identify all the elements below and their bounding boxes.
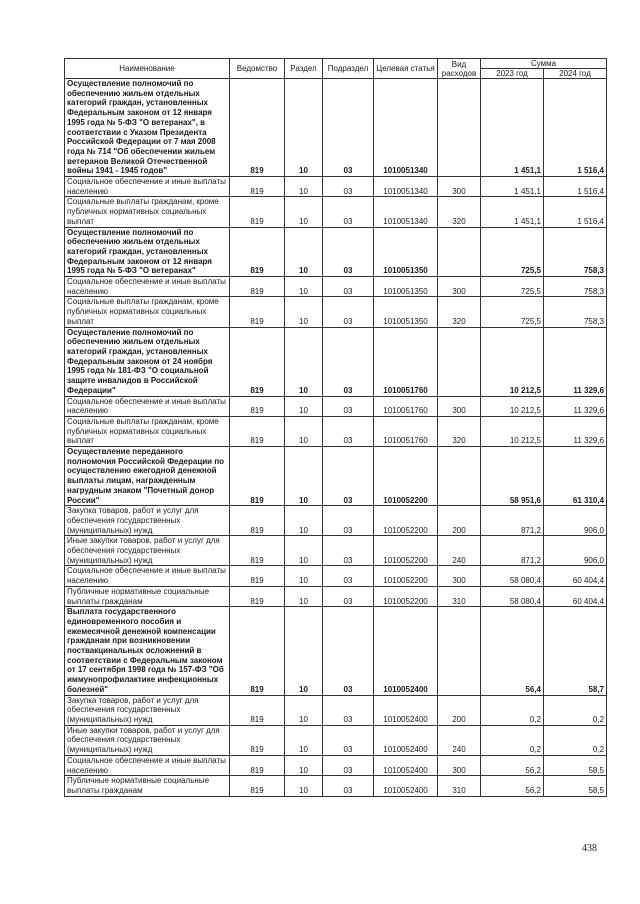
- row-sum-2023: 725,5: [481, 297, 544, 327]
- row-celevaya-statya: 1010052400: [374, 695, 438, 725]
- row-name: Социальное обеспечение и иные выплаты населению: [65, 396, 230, 416]
- table-row: [65, 197, 607, 227]
- row-vedomstvo: 819: [230, 277, 285, 297]
- table-row: [65, 79, 607, 177]
- row-sum-2023: 56,2: [481, 776, 544, 796]
- row-vid-raskhodov: 300: [438, 755, 481, 775]
- row-podrazdel: 03: [323, 566, 374, 586]
- row-razdel: 10: [285, 177, 323, 197]
- table-row: [65, 695, 607, 725]
- row-vid-raskhodov: 310: [438, 586, 481, 606]
- row-podrazdel: 03: [323, 79, 374, 177]
- row-celevaya-statya: 1010051340: [374, 79, 438, 177]
- row-name: Социальное обеспечение и иные выплаты населению: [65, 277, 230, 297]
- row-sum-2024: 58,5: [544, 776, 607, 796]
- row-name: Социальные выплаты гражданам, кроме публичных нормативных социальных выплат: [65, 416, 230, 446]
- row-razdel: 10: [285, 755, 323, 775]
- row-podrazdel: 03: [323, 695, 374, 725]
- row-vedomstvo: 819: [230, 197, 285, 227]
- row-vid-raskhodov: 320: [438, 416, 481, 446]
- header-summa: Сумма: [481, 59, 607, 69]
- row-vedomstvo: 819: [230, 447, 285, 506]
- row-celevaya-statya: 1010051340: [374, 177, 438, 197]
- row-podrazdel: 03: [323, 586, 374, 606]
- row-razdel: 10: [285, 776, 323, 796]
- row-podrazdel: 03: [323, 396, 374, 416]
- row-celevaya-statya: 1010052400: [374, 725, 438, 755]
- header-razdel: Раздел: [285, 59, 323, 79]
- row-podrazdel: 03: [323, 536, 374, 566]
- row-sum-2023: 1 451,1: [481, 197, 544, 227]
- table-row: [65, 607, 607, 695]
- row-vid-raskhodov: [438, 227, 481, 277]
- row-sum-2024: 61 310,4: [544, 447, 607, 506]
- row-sum-2024: 11 329,6: [544, 327, 607, 396]
- row-celevaya-statya: 1010051350: [374, 277, 438, 297]
- row-vedomstvo: 819: [230, 725, 285, 755]
- row-razdel: 10: [285, 227, 323, 277]
- budget-table: [64, 58, 607, 797]
- row-celevaya-statya: 1010051760: [374, 327, 438, 396]
- row-podrazdel: 03: [323, 227, 374, 277]
- row-razdel: 10: [285, 396, 323, 416]
- row-sum-2024: 11 329,6: [544, 396, 607, 416]
- row-name: Социальное обеспечение и иные выплаты населению: [65, 566, 230, 586]
- row-razdel: 10: [285, 277, 323, 297]
- row-name: Закупка товаров, работ и услуг для обеспечения государственных (муниципальных) нужд: [65, 695, 230, 725]
- table-row: [65, 586, 607, 606]
- row-sum-2023: 725,5: [481, 277, 544, 297]
- row-sum-2023: 871,2: [481, 536, 544, 566]
- row-podrazdel: 03: [323, 197, 374, 227]
- table-row: [65, 536, 607, 566]
- table-row: [65, 277, 607, 297]
- row-razdel: 10: [285, 297, 323, 327]
- row-sum-2023: 0,2: [481, 725, 544, 755]
- row-vid-raskhodov: 320: [438, 297, 481, 327]
- row-sum-2024: 60 404,4: [544, 586, 607, 606]
- row-razdel: 10: [285, 725, 323, 755]
- row-vid-raskhodov: 320: [438, 197, 481, 227]
- table-row: [65, 396, 607, 416]
- header-celevaya-statya: Целевая статья: [374, 59, 438, 79]
- row-sum-2024: 1 516,4: [544, 177, 607, 197]
- row-sum-2024: 58,5: [544, 755, 607, 775]
- row-razdel: 10: [285, 536, 323, 566]
- row-celevaya-statya: 1010052400: [374, 776, 438, 796]
- row-sum-2023: 56,4: [481, 607, 544, 695]
- row-celevaya-statya: 1010051350: [374, 297, 438, 327]
- row-sum-2024: 1 516,4: [544, 79, 607, 177]
- row-vedomstvo: 819: [230, 297, 285, 327]
- row-vedomstvo: 819: [230, 536, 285, 566]
- row-vid-raskhodov: 240: [438, 725, 481, 755]
- row-celevaya-statya: 1010052200: [374, 447, 438, 506]
- row-sum-2023: 58 951,6: [481, 447, 544, 506]
- row-sum-2023: 725,5: [481, 227, 544, 277]
- table-row: [65, 416, 607, 446]
- row-name: Осуществление полномочий по обеспечению жильем отдельных категорий граждан, установленных Федеральным законом от 12 января 1995 года № 5-ФЗ "О ветеранах", в соответствии с Указом Президента Российской Федерации от 7 мая 2008 года № 714 "Об обеспечении жильем ветеранов Великой Отечественной войны 1941 - 1945 годов": [65, 79, 230, 177]
- row-razdel: 10: [285, 416, 323, 446]
- row-sum-2024: 11 329,6: [544, 416, 607, 446]
- row-podrazdel: 03: [323, 755, 374, 775]
- row-razdel: 10: [285, 447, 323, 506]
- row-sum-2024: 758,3: [544, 297, 607, 327]
- row-vid-raskhodov: 200: [438, 506, 481, 536]
- row-podrazdel: 03: [323, 297, 374, 327]
- row-sum-2024: 906,0: [544, 506, 607, 536]
- row-podrazdel: 03: [323, 277, 374, 297]
- row-sum-2024: 0,2: [544, 695, 607, 725]
- row-celevaya-statya: 1010051350: [374, 227, 438, 277]
- table-row: [65, 725, 607, 755]
- row-razdel: 10: [285, 506, 323, 536]
- header-2024: 2024 год: [544, 69, 607, 79]
- row-sum-2023: 10 212,5: [481, 396, 544, 416]
- row-sum-2023: 0,2: [481, 695, 544, 725]
- row-name: Иные закупки товаров, работ и услуг для обеспечения государственных (муниципальных) нужд: [65, 536, 230, 566]
- row-celevaya-statya: 1010052400: [374, 607, 438, 695]
- row-name: Выплата государственного единовременного пособия и ежемесячной денежной компенсации гражданам при возникновении поствакцинальных осложнений в соответствии с Федеральным законом от 17 сентября 1998 года № 157-ФЗ "Об иммунопрофилактике инфекционных болезней": [65, 607, 230, 695]
- row-sum-2023: 58 080,4: [481, 566, 544, 586]
- row-podrazdel: 03: [323, 725, 374, 755]
- row-vid-raskhodov: 300: [438, 566, 481, 586]
- row-name: Осуществление полномочий по обеспечению жильем отдельных категорий граждан, установленных Федеральным законом от 24 ноября 1995 года № 181-ФЗ "О социальной защите инвалидов в Российской Федерации": [65, 327, 230, 396]
- header-podrazdel: Подраздел: [323, 59, 374, 79]
- table-row: [65, 327, 607, 396]
- row-name: Публичные нормативные социальные выплаты гражданам: [65, 776, 230, 796]
- row-vedomstvo: 819: [230, 327, 285, 396]
- row-podrazdel: 03: [323, 177, 374, 197]
- row-sum-2024: 58,7: [544, 607, 607, 695]
- row-razdel: 10: [285, 695, 323, 725]
- row-vid-raskhodov: 310: [438, 776, 481, 796]
- row-celevaya-statya: 1010051760: [374, 396, 438, 416]
- row-podrazdel: 03: [323, 607, 374, 695]
- row-name: Публичные нормативные социальные выплаты гражданам: [65, 586, 230, 606]
- table-header: [65, 59, 607, 79]
- table-row: [65, 776, 607, 796]
- row-sum-2023: 871,2: [481, 506, 544, 536]
- row-razdel: 10: [285, 197, 323, 227]
- table-row: [65, 447, 607, 506]
- row-vedomstvo: 819: [230, 177, 285, 197]
- row-podrazdel: 03: [323, 506, 374, 536]
- row-podrazdel: 03: [323, 416, 374, 446]
- row-vid-raskhodov: 300: [438, 396, 481, 416]
- row-vedomstvo: 819: [230, 396, 285, 416]
- row-celevaya-statya: 1010051340: [374, 197, 438, 227]
- row-sum-2024: 906,0: [544, 536, 607, 566]
- row-sum-2024: 758,3: [544, 227, 607, 277]
- row-vedomstvo: 819: [230, 776, 285, 796]
- row-vid-raskhodov: [438, 79, 481, 177]
- row-sum-2023: 10 212,5: [481, 416, 544, 446]
- row-vedomstvo: 819: [230, 586, 285, 606]
- row-name: Закупка товаров, работ и услуг для обеспечения государственных (муниципальных) нужд: [65, 506, 230, 536]
- row-vedomstvo: 819: [230, 227, 285, 277]
- row-vedomstvo: 819: [230, 607, 285, 695]
- row-name: Социальное обеспечение и иные выплаты населению: [65, 177, 230, 197]
- row-celevaya-statya: 1010052200: [374, 506, 438, 536]
- row-podrazdel: 03: [323, 447, 374, 506]
- row-sum-2023: 10 212,5: [481, 327, 544, 396]
- row-vid-raskhodov: 240: [438, 536, 481, 566]
- row-vedomstvo: 819: [230, 695, 285, 725]
- row-razdel: 10: [285, 79, 323, 177]
- table-row: [65, 755, 607, 775]
- row-sum-2024: 758,3: [544, 277, 607, 297]
- row-sum-2023: 58 080,4: [481, 586, 544, 606]
- header-vid-raskhodov: Вид расходов: [438, 59, 481, 79]
- table-row: [65, 506, 607, 536]
- row-vid-raskhodov: [438, 327, 481, 396]
- row-vid-raskhodov: 200: [438, 695, 481, 725]
- row-name: Осуществление переданного полномочия Российской Федерации по осуществлению ежегодной денежной выплаты лицам, награжденным нагрудным знаком "Почетный донор России": [65, 447, 230, 506]
- row-celevaya-statya: 1010052200: [374, 536, 438, 566]
- table-row: [65, 566, 607, 586]
- row-sum-2023: 1 451,1: [481, 177, 544, 197]
- row-razdel: 10: [285, 566, 323, 586]
- row-sum-2024: 60 404,4: [544, 566, 607, 586]
- table-body: [65, 79, 607, 797]
- row-vedomstvo: 819: [230, 755, 285, 775]
- row-vedomstvo: 819: [230, 416, 285, 446]
- table-row: [65, 177, 607, 197]
- row-sum-2023: 56,2: [481, 755, 544, 775]
- row-sum-2024: 1 516,4: [544, 197, 607, 227]
- row-razdel: 10: [285, 327, 323, 396]
- row-vid-raskhodov: 300: [438, 277, 481, 297]
- header-2023: 2023 год: [481, 69, 544, 79]
- row-podrazdel: 03: [323, 327, 374, 396]
- row-celevaya-statya: 1010051760: [374, 416, 438, 446]
- row-vedomstvo: 819: [230, 506, 285, 536]
- row-vedomstvo: 819: [230, 79, 285, 177]
- row-vid-raskhodov: 300: [438, 177, 481, 197]
- row-podrazdel: 03: [323, 776, 374, 796]
- row-sum-2023: 1 451,1: [481, 79, 544, 177]
- row-celevaya-statya: 1010052200: [374, 566, 438, 586]
- row-vid-raskhodov: [438, 607, 481, 695]
- row-name: Социальное обеспечение и иные выплаты населению: [65, 755, 230, 775]
- row-name: Осуществление полномочий по обеспечению жильем отдельных категорий граждан, установленных Федеральным законом от 12 января 1995 года № 5-ФЗ "О ветеранах": [65, 227, 230, 277]
- row-name: Иные закупки товаров, работ и услуг для обеспечения государственных (муниципальных) нужд: [65, 725, 230, 755]
- row-name: Социальные выплаты гражданам, кроме публичных нормативных социальных выплат: [65, 197, 230, 227]
- table-row: [65, 227, 607, 277]
- header-vedomstvo: Ведомство: [230, 59, 285, 79]
- row-celevaya-statya: 1010052200: [374, 586, 438, 606]
- row-vedomstvo: 819: [230, 566, 285, 586]
- row-razdel: 10: [285, 607, 323, 695]
- table-row: [65, 297, 607, 327]
- page-number: 438: [582, 843, 597, 854]
- row-celevaya-statya: 1010052400: [374, 755, 438, 775]
- header-name: Наименование: [65, 59, 230, 79]
- row-sum-2024: 0,2: [544, 725, 607, 755]
- row-name: Социальные выплаты гражданам, кроме публичных нормативных социальных выплат: [65, 297, 230, 327]
- row-vid-raskhodov: [438, 447, 481, 506]
- row-razdel: 10: [285, 586, 323, 606]
